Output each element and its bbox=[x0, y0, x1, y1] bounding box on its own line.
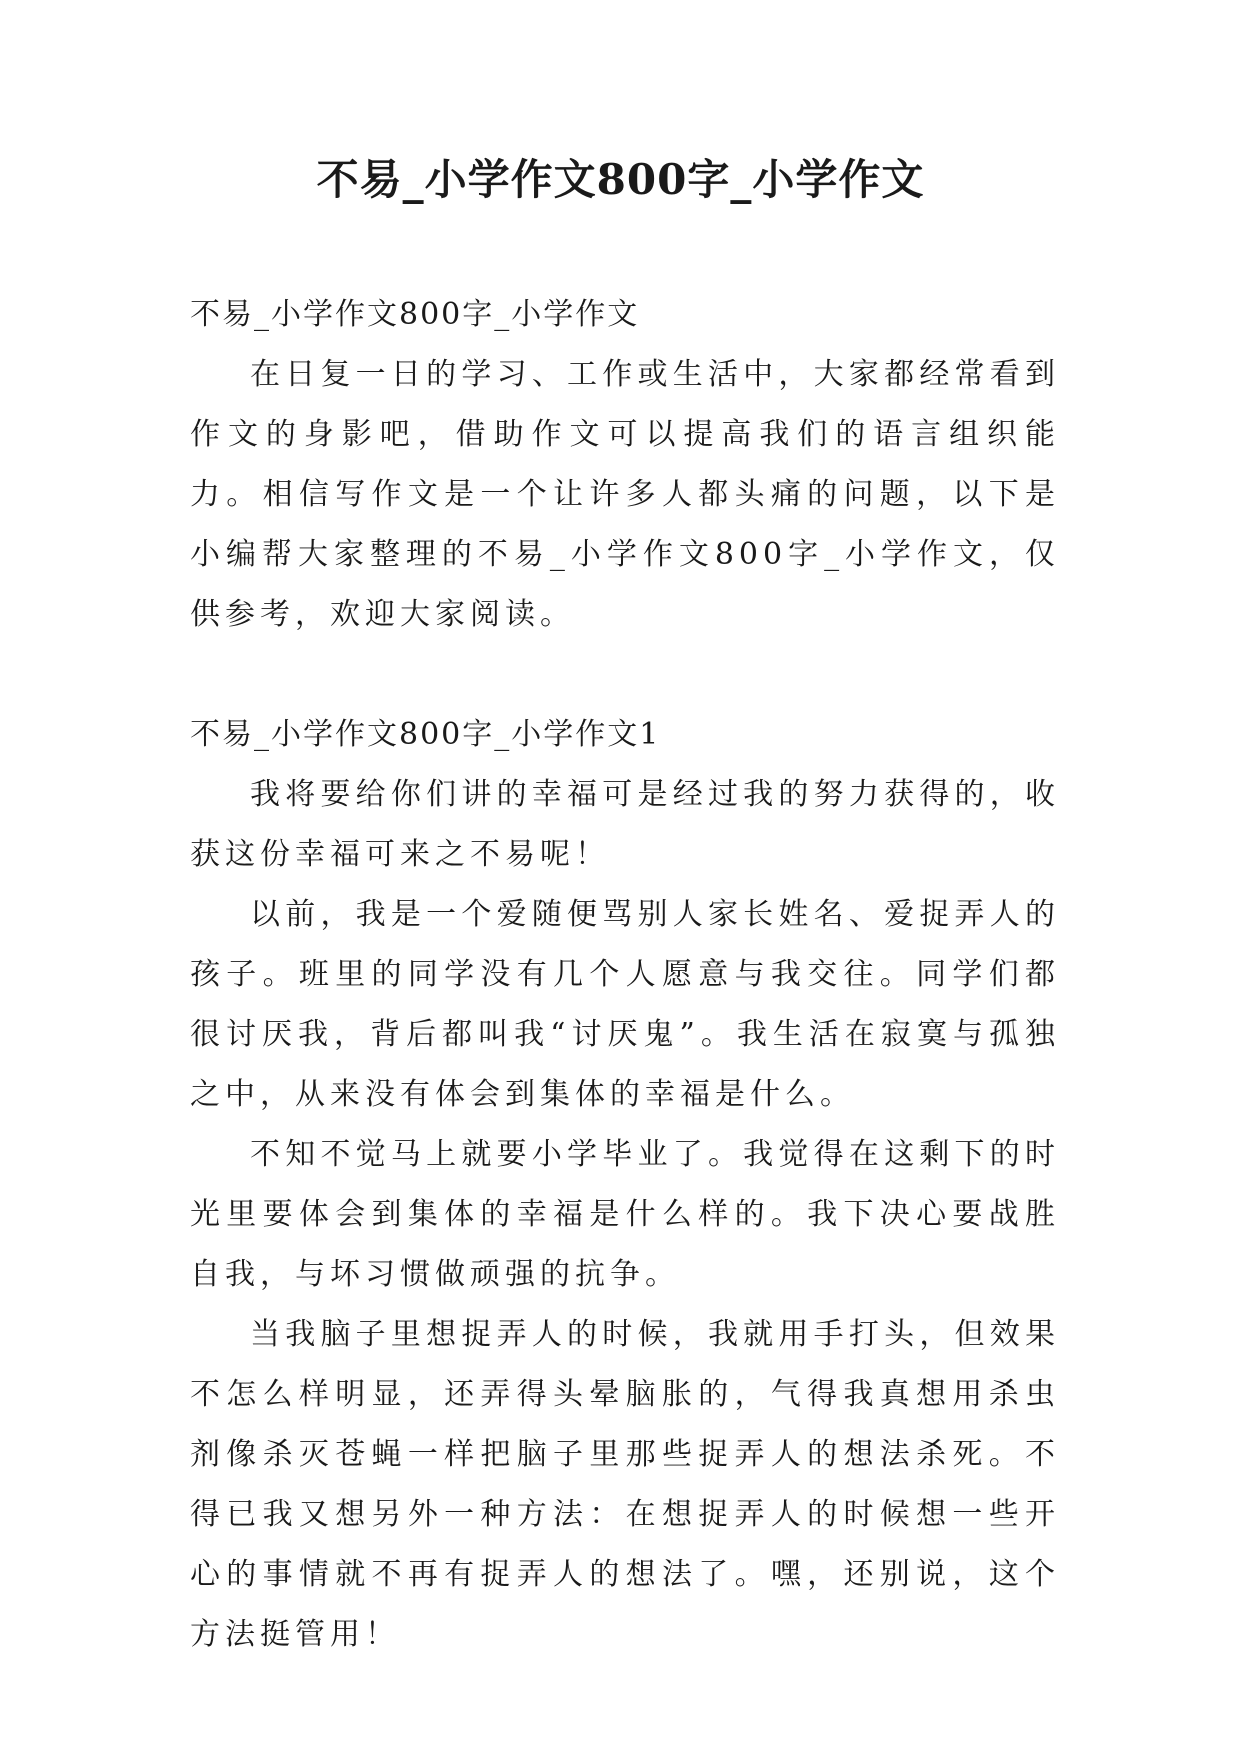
document-body bbox=[190, 285, 1060, 1665]
intro-paragraph: 在日复一日的学习、工作或生活中，大家都经常看到作文的身影吧，借助作文可以提高我们的语言组织能力。相信写作文是一个让许多人都头痛的问题，以下是小编帮大家整理的不易_小学作文800字_小学作文，仅供参考，欢迎大家阅读。 bbox=[190, 357, 1060, 632]
essay-paragraph-4: 当我脑子里想捉弄人的时候，我就用手打头，但效果不怎么样明显，还弄得头晕脑胀的，气得我真想用杀虫剂像杀灭苍蝇一样把脑子里那些捉弄人的想法杀死。不得已我又想另外一种方法：在想捉弄人的时候想一些开心的事情就不再有捉弄人的想法了。嘿，还别说，这个方法挺管用！ bbox=[190, 1317, 1060, 1652]
essay-paragraph-1: 我将要给你们讲的幸福可是经过我的努力获得的，收获这份幸福可来之不易呢！ bbox=[190, 777, 1060, 872]
intro-heading: 不易_小学作文800字_小学作文 bbox=[190, 297, 640, 332]
essay-heading: 不易_小学作文800字_小学作文1 bbox=[190, 717, 661, 752]
essay-paragraph-3: 不知不觉马上就要小学毕业了。我觉得在这剩下的时光里要体会到集体的幸福是什么样的。我下决心要战胜自我，与坏习惯做顽强的抗争。 bbox=[190, 1137, 1060, 1292]
section-spacer bbox=[190, 645, 1060, 705]
essay-paragraph-2: 以前，我是一个爱随便骂别人家长姓名、爱捉弄人的孩子。班里的同学没有几个人愿意与我交往。同学们都很讨厌我，背后都叫我“讨厌鬼”。我生活在寂寞与孤独之中，从来没有体会到集体的幸福是什么。 bbox=[190, 897, 1060, 1112]
document-title: 不易_小学作文800字_小学作文 bbox=[316, 155, 925, 204]
